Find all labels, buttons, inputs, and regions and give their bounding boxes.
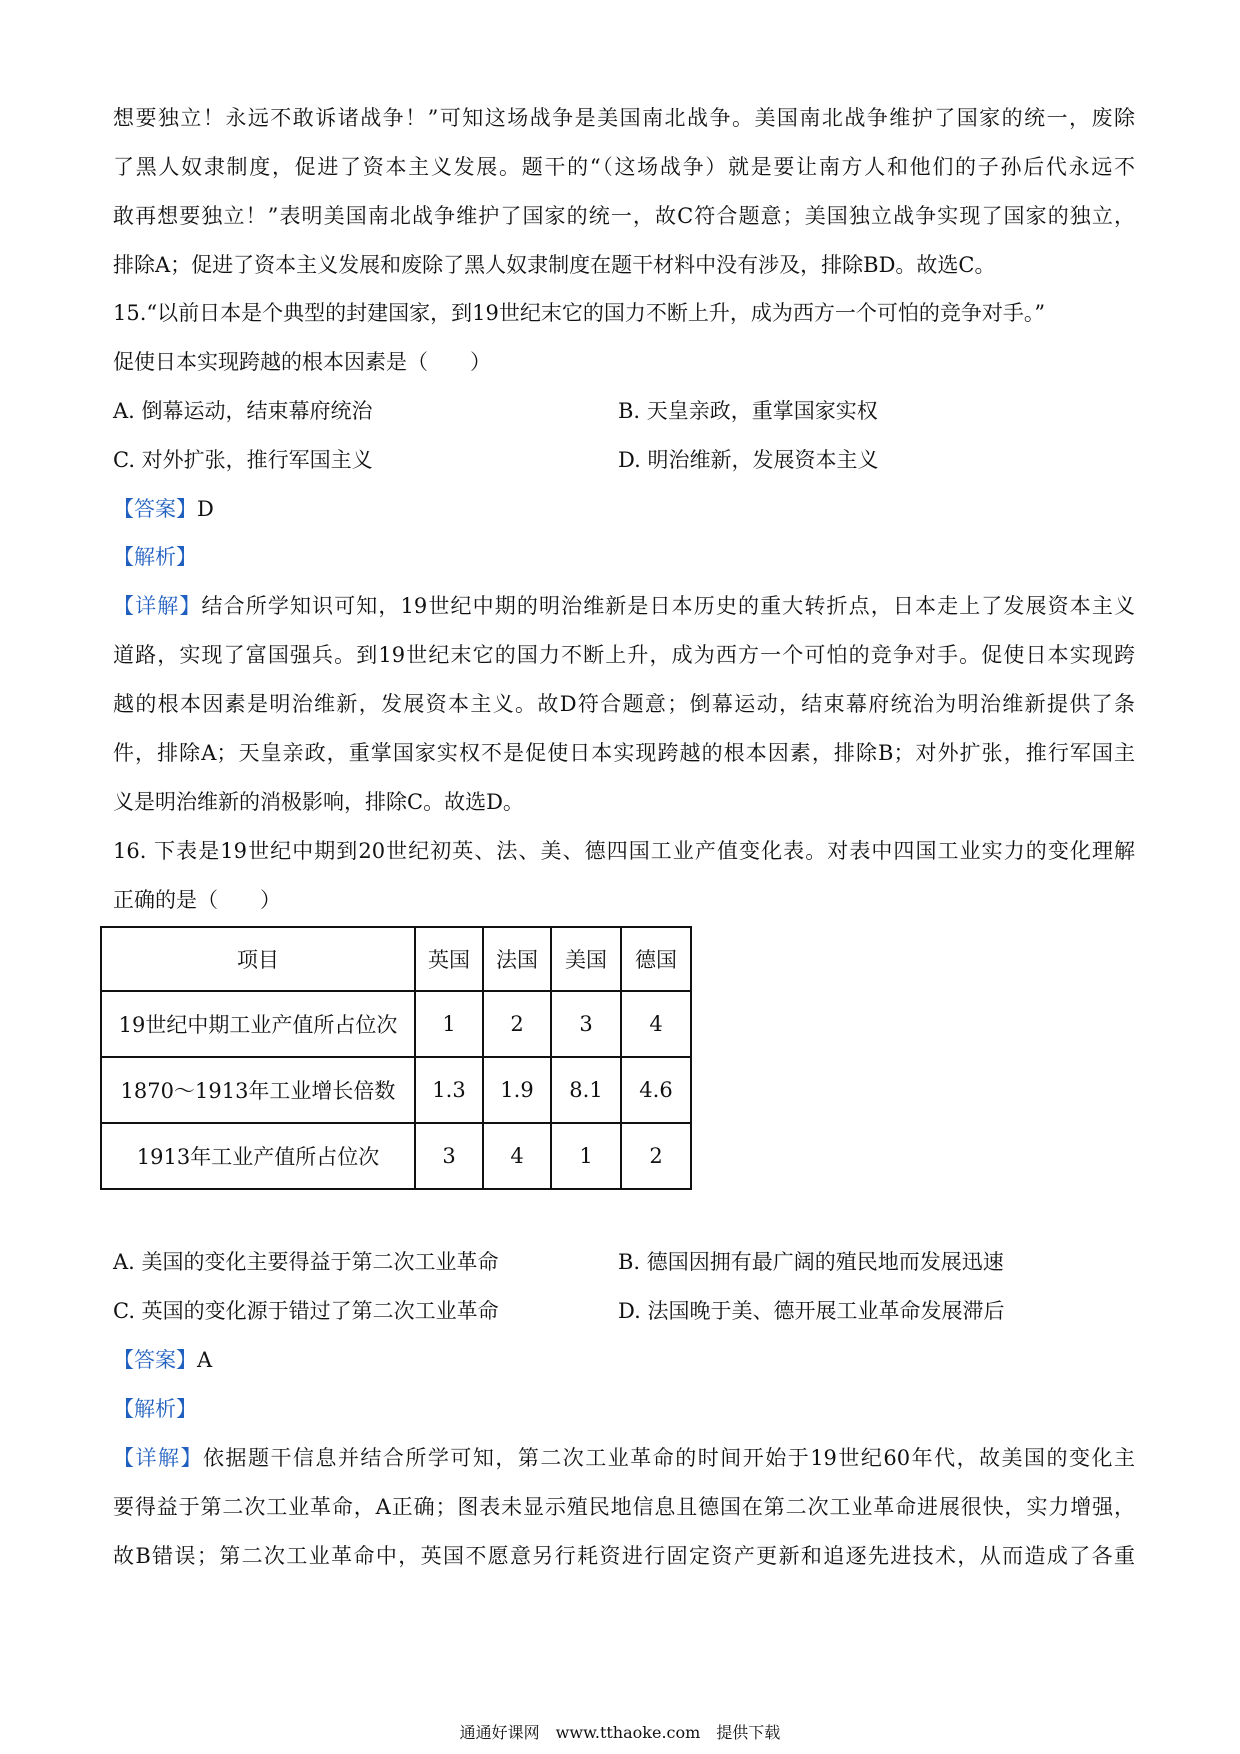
table-header-row <box>101 927 691 991</box>
table-cell: 2 <box>483 991 551 1057</box>
q15-detail-tag: 【详解】 <box>113 594 202 618</box>
q16-stem-line-1: 16. 下表是19世纪中期到20世纪初英、法、美、德四国工业产值变化表。对表中四国工业实力的变化理解 <box>113 839 1135 863</box>
q15-detail-text-1: 结合所学知识可知，19世纪中期的明治维新是日本历史的重大转折点，日本走上了发展资本主义 <box>201 594 1136 618</box>
table-cell: 4 <box>483 1123 551 1189</box>
table-cell: 4.6 <box>621 1057 691 1123</box>
table-cell: 4 <box>621 991 691 1057</box>
q16-answer-tag: 【答案】 <box>113 1348 197 1372</box>
industrial-output-table <box>100 926 692 1190</box>
table-row <box>101 991 691 1057</box>
q16-stem-line-2: 正确的是（ ） <box>113 888 281 912</box>
q16-analysis-heading <box>113 1394 1135 1424</box>
q15-analysis-heading <box>113 542 1135 572</box>
table-cell: 1 <box>415 991 483 1057</box>
table-header-cell: 法国 <box>483 927 551 991</box>
q15-option-b: B. 天皇亲政，重掌国家实权 <box>618 399 878 423</box>
page-footer: 通通好课网 www.tthaoke.com 提供下载 <box>459 1723 781 1742</box>
intro-line-4: 排除A；促进了资本主义发展和废除了黑人奴隶制度在题干材料中没有涉及，排除BD。故选C。 <box>113 253 996 277</box>
q16-answer-value: A <box>197 1348 213 1372</box>
table-cell: 1.3 <box>415 1057 483 1123</box>
q16-option-c: C. 英国的变化源于错过了第二次工业革命 <box>113 1299 499 1323</box>
q16-option-b: B. 德国因拥有最广阔的殖民地而发展迅速 <box>618 1250 1004 1274</box>
table-cell: 2 <box>621 1123 691 1189</box>
q15-detail-line-2: 道路，实现了富国强兵。到19世纪末它的国力不断上升，成为西方一个可怕的竞争对手。促使日本实现跨 <box>113 643 1135 667</box>
table-cell: 1.9 <box>483 1057 551 1123</box>
q16-detail-line-1 <box>113 1443 1135 1473</box>
table-row <box>101 1057 691 1123</box>
table-row <box>101 1123 691 1189</box>
q15-detail-line-4: 件，排除A；天皇亲政，重掌国家实权不是促使日本实现跨越的根本因素，排除B；对外扩张，推行军国主 <box>113 741 1135 765</box>
q15-option-c: C. 对外扩张，推行军国主义 <box>113 448 373 472</box>
intro-line-2: 了黑人奴隶制度，促进了资本主义发展。题干的“（这场战争）就是要让南方人和他们的子孙后代永远不 <box>113 155 1135 179</box>
intro-line-1: 想要独立！永远不敢诉诸战争！”可知这场战争是美国南北战争。美国南北战争维护了国家的统一，废除 <box>113 106 1135 130</box>
table-header-cell: 英国 <box>415 927 483 991</box>
q15-detail-line-1 <box>113 591 1135 621</box>
q15-answer-tag: 【答案】 <box>113 497 197 521</box>
q15-stem-line-2: 促使日本实现跨越的根本因素是（ ） <box>113 350 491 374</box>
q16-detail-line-3: 故B错误；第二次工业革命中，英国不愿意另行耗资进行固定资产更新和追逐先进技术，从而造成了各重 <box>113 1544 1135 1568</box>
table-cell: 1913年工业产值所占位次 <box>101 1123 415 1189</box>
table-cell: 19世纪中期工业产值所占位次 <box>101 991 415 1057</box>
q15-answer-value: D <box>197 497 214 521</box>
q16-detail-text-1: 依据题干信息并结合所学可知，第二次工业革命的时间开始于19世纪60年代，故美国的变化主 <box>202 1446 1135 1470</box>
table-cell: 3 <box>415 1123 483 1189</box>
q15-option-d: D. 明治维新，发展资本主义 <box>618 448 879 472</box>
q15-option-a: A. 倒幕运动，结束幕府统治 <box>113 399 373 423</box>
intro-line-3: 敢再想要独立！”表明美国南北战争维护了国家的统一，故C符合题意；美国独立战争实现了国家的独立， <box>113 204 1135 228</box>
table-cell: 8.1 <box>551 1057 621 1123</box>
q15-stem-line-1: 15.“以前日本是个典型的封建国家，到19世纪末它的国力不断上升，成为西方一个可怕的竞争对手。” <box>113 301 1046 325</box>
q15-answer <box>113 494 1135 524</box>
q16-answer <box>113 1345 1135 1375</box>
table-header-cell: 美国 <box>551 927 621 991</box>
q15-analysis-tag: 【解析】 <box>113 545 197 569</box>
q16-option-d: D. 法国晚于美、德开展工业革命发展滞后 <box>618 1299 1005 1323</box>
q16-detail-tag: 【详解】 <box>113 1446 203 1470</box>
table-cell: 3 <box>551 991 621 1057</box>
q16-option-a: A. 美国的变化主要得益于第二次工业革命 <box>113 1250 499 1274</box>
q16-detail-line-2: 要得益于第二次工业革命，A正确；图表未显示殖民地信息且德国在第二次工业革命进展很快，实力增强， <box>113 1495 1135 1519</box>
q15-detail-line-3: 越的根本因素是明治维新，发展资本主义。故D符合题意；倒幕运动，结束幕府统治为明治维新提供了条 <box>113 692 1135 716</box>
q15-detail-line-5: 义是明治维新的消极影响，排除C。故选D。 <box>113 790 524 814</box>
table-cell: 1870～1913年工业增长倍数 <box>101 1057 415 1123</box>
table-cell: 1 <box>551 1123 621 1189</box>
q16-analysis-tag: 【解析】 <box>113 1397 197 1421</box>
table-header-cell: 项目 <box>101 927 415 991</box>
table-header-cell: 德国 <box>621 927 691 991</box>
